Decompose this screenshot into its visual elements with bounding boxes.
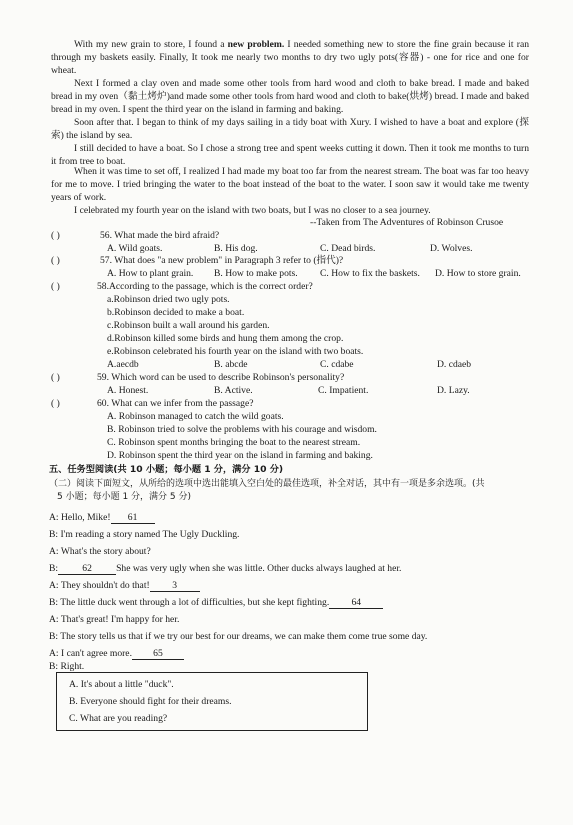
order-item-a: a.Robinson dried two ugly pots. [107,294,230,305]
question-60: 60. What can we infer from the passage? [97,398,254,409]
option-59-c: C. Impatient. [318,385,369,396]
dialogue-line-5 [49,579,200,592]
section-5-instruction [49,478,539,504]
question-58: 58.According to the passage, which is the correct order? [97,281,313,292]
order-item-e: e.Robinson celebrated his fourth year on the island with two boats. [107,346,364,357]
p1-text-b: I needed something new to store the fine grain because it ran through my baskets easily. Finally, It took me nearly two months to dry two ugly pots(容器) - one for rice and one for wheat. [51,39,529,76]
blank-65[interactable]: 65 [132,648,184,660]
p1-text-a: With my new grain to store, I found a [74,39,228,50]
option-box [56,672,368,731]
dialogue-line-4 [49,562,401,575]
answer-paren-57[interactable]: ( ) [51,255,60,266]
dialogue-5-text: A: They shouldn't do that! [49,580,150,591]
dialogue-line-10: B: Right. [49,661,85,672]
dialogue-1-text: A: Hello, Mike! [49,512,111,523]
option-58-a: A.aecdb [107,359,139,370]
dialogue-4-text: She was very ugly when she was little. Other ducks always laughed at her. [116,563,402,574]
dialogue-line-7: A: That's great! I'm happy for her. [49,614,180,625]
box-option-c: C. What are you reading? [69,713,168,724]
choice-60-a: A. Robinson managed to catch the wild goats. [107,411,284,422]
dialogue-line-9 [49,647,184,660]
option-57-b: B. How to make pots. [214,268,298,279]
question-57: 57. What does "a new problem" in Paragraph 3 refer to (指代)? [100,255,344,266]
option-56-d: D. Wolves. [430,243,473,254]
dialogue-line-6 [49,596,383,609]
option-56-c: C. Dead birds. [320,243,376,254]
choice-60-d: D. Robinson spent the third year on the island in farming and baking. [107,450,373,461]
question-56: 56. What made the bird afraid? [100,230,220,241]
passage-paragraph-4: I still decided to have a boat. So I chose a strong tree and spent weeks cutting it down. Then it took me months to turn it from tree to boat. [51,143,529,167]
option-57-a: A. How to plant grain. [107,268,194,279]
passage-paragraph-3: Soon after that. I began to think of my days sailing in a tidy boat with Xury. I wished to have a boat and explore (探索) the island by sea. [51,117,529,141]
order-item-d: d.Robinson killed some birds and hung them among the crop. [107,333,344,344]
choice-60-b: B. Robinson tried to solve the problems with his courage and wisdom. [107,424,377,435]
passage-source: --Taken from The Adventures of Robinson Crusoe [310,217,504,228]
section-5-title: 五、任务型阅读(共 10 小题；每小题 1 分，满分 10 分) [49,464,284,475]
dialogue-9-text: A: I can't agree more. [49,648,132,659]
passage-paragraph-6: I celebrated my fourth year on the island with two boats, but I was no closer to a sea journey. [74,205,431,216]
option-57-c: C. How to fix the baskets. [320,268,420,279]
blank-63[interactable]: 3 [150,580,200,592]
order-item-c: c.Robinson built a wall around his garden. [107,320,270,331]
answer-paren-60[interactable]: ( ) [51,398,60,409]
dialogue-line-2: B: I'm reading a story named The Ugly Duckling. [49,529,240,540]
dialogue-line-1 [49,511,155,524]
passage-paragraph-1 [51,38,529,77]
passage-paragraph-2: Next I formed a clay oven and made some other tools from hard wood and cloth to bake bread. I made and baked bread in my oven（黏土烤炉)and made some other tools from hard wood and cloth to bake(烘烤) bread. I made and baked bread in my oven. I spent the third year on the island in farming and baking. [51,78,529,115]
option-59-b: B. Active. [214,385,253,396]
box-option-a: A. It's about a little "duck". [69,679,174,690]
answer-paren-56[interactable]: ( ) [51,230,60,241]
choice-60-c: C. Robinson spent months bringing the boat to the nearest stream. [107,437,361,448]
option-59-d: D. Lazy. [437,385,470,396]
dialogue-line-3: A: What's the story about? [49,546,151,557]
order-item-b: b.Robinson decided to make a boat. [107,307,245,318]
passage-paragraph-5: When it was time to set off, I realized I had made my boat too far from the nearest stream. The boat was far too heavy for me to move. I tried bringing the water to the boat instead of the boat to the water. I soon saw it would take me twenty years of work. [51,166,529,203]
option-58-b: B. abcde [214,359,248,370]
blank-61[interactable]: 61 [111,512,155,524]
dialogue-6-text: B: The little duck went through a lot of difficulties, but she kept fighting. [49,597,330,608]
p1-bold-text: new problem. [227,39,285,50]
dialogue-4-speaker: B: [49,563,59,574]
box-option-b: B. Everyone should fight for their dreams. [69,696,232,707]
blank-64[interactable]: 64 [329,597,383,609]
option-59-a: A. Honest. [107,385,149,396]
answer-paren-59[interactable]: ( ) [51,372,60,383]
instruction-line-1: （二）阅读下面短文，从所给的选项中选出能填入空白处的最佳选项，补全对话，其中有一项是多余选项。(共 [49,479,485,489]
answer-paren-58[interactable]: ( ) [51,281,60,292]
dialogue-line-8: B: The story tells us that if we try our best for our dreams, we can make them come true some day. [49,631,428,642]
option-58-d: D. cdaeb [437,359,472,370]
blank-62[interactable]: 62 [58,563,116,575]
option-57-d: D. How to store grain. [435,268,521,279]
option-56-a: A. Wild goats. [107,243,163,254]
instruction-line-2: 5 小题；每小题 1 分，满分 5 分) [57,492,191,502]
option-56-b: B. His dog. [214,243,258,254]
option-58-c: C. cdabe [320,359,354,370]
question-59: 59. Which word can be used to describe Robinson's personality? [97,372,345,383]
